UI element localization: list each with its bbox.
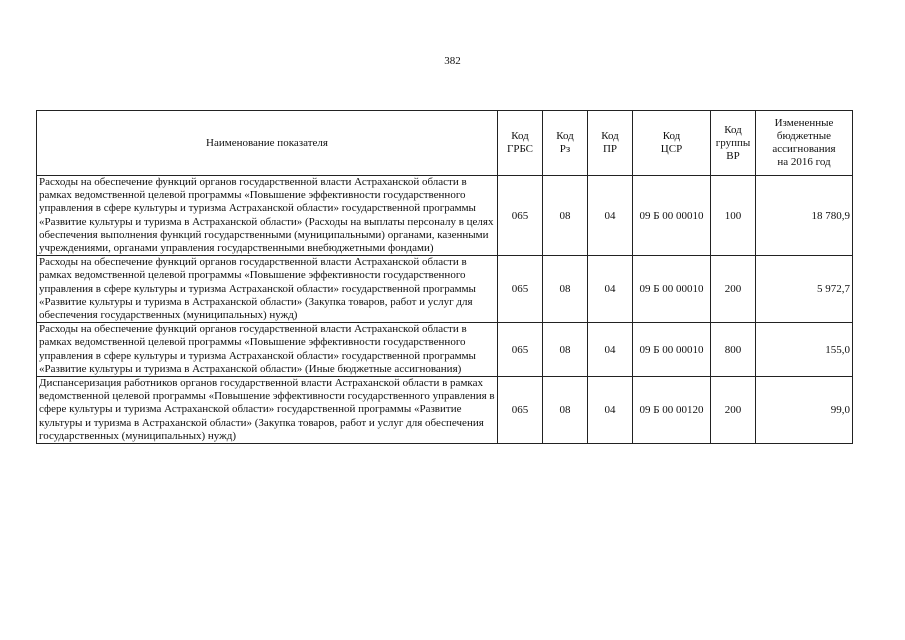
row-name: Расходы на обеспечение функций органов государственной власти Астраханской области в рамках ведомственной целевой программы «Повышение эффективности государственного управления в сфере культуры и туризма Астраханской области» государственной программы «Развитие культуры и туризма в Астраханской области» (Расходы на выплаты персоналу в целях обеспечения выполнения функций государственными (муниципальными) органами, казенными учреждениями, органами управления государственными внебюджетными фондами) — [37, 176, 498, 256]
header-amount-line-2: бюджетные — [776, 130, 832, 142]
row-csr: 09 Б 00 00010 — [633, 323, 711, 377]
row-grbs: 065 — [498, 176, 543, 256]
header-rz-line-1: Код — [556, 130, 574, 142]
header-pr — [588, 111, 633, 176]
row-amount: 99,0 — [756, 377, 853, 444]
table-row — [37, 176, 853, 256]
row-csr: 09 Б 00 00010 — [633, 176, 711, 256]
header-amount-line-3: ассигнования — [772, 143, 836, 155]
row-amount: 18 780,9 — [756, 176, 853, 256]
header-csr — [633, 111, 711, 176]
header-csr-line-1: Код — [662, 130, 681, 142]
header-rz — [543, 111, 588, 176]
row-vr: 800 — [711, 323, 756, 377]
header-rz-line-2: Рз — [559, 143, 571, 155]
header-row — [37, 111, 853, 176]
header-vr-line-1: Код — [724, 123, 742, 136]
row-vr: 200 — [711, 377, 756, 444]
row-csr: 09 Б 00 00010 — [633, 256, 711, 323]
header-csr-line-2: ЦСР — [660, 143, 683, 155]
header-grbs — [498, 111, 543, 176]
row-pr: 04 — [588, 176, 633, 256]
table-row — [37, 377, 853, 444]
budget-table — [36, 110, 853, 444]
header-name-label: Наименование показателя — [206, 136, 328, 149]
row-grbs: 065 — [498, 323, 543, 377]
row-pr: 04 — [588, 377, 633, 444]
page-number: 382 — [444, 55, 461, 67]
header-vr — [711, 111, 756, 176]
table-row — [37, 256, 853, 323]
row-pr: 04 — [588, 323, 633, 377]
header-grbs-line-1: Код — [511, 130, 529, 142]
row-amount: 5 972,7 — [756, 256, 853, 323]
row-vr: 100 — [711, 176, 756, 256]
row-name: Диспансеризация работников органов государственной власти Астраханской области в рамках ведомственной целевой программы «Повышение эффективности государственного управления в сфере культуры и туризма Астраханской области» государственной программы «Развитие культуры и туризма в Астраханской области» (Закупка товаров, работ и услуг для обеспечения государственных (муниципальных) нужд) — [37, 377, 498, 444]
header-vr-line-2: группы — [715, 136, 751, 149]
header-amount-line-1: Измененные — [774, 117, 834, 129]
header-grbs-line-2: ГРБС — [506, 143, 534, 155]
row-grbs: 065 — [498, 377, 543, 444]
row-name: Расходы на обеспечение функций органов государственной власти Астраханской области в рамках ведомственной целевой программы «Повышение эффективности государственного управления в сфере культуры и туризма Астраханской области» государственной программы «Развитие культуры и туризма в Астраханской области» (Закупка товаров, работ и услуг для обеспечения государственных (муниципальных) нужд) — [37, 256, 498, 323]
row-rz: 08 — [543, 176, 588, 256]
header-amount — [756, 111, 853, 176]
header-vr-line-3: ВР — [726, 149, 740, 162]
row-rz: 08 — [543, 377, 588, 444]
header-pr-line-1: Код — [601, 130, 619, 142]
row-csr: 09 Б 00 00120 — [633, 377, 711, 444]
row-grbs: 065 — [498, 256, 543, 323]
row-name: Расходы на обеспечение функций органов государственной власти Астраханской области в рамках ведомственной целевой программы «Повышение эффективности государственного управления в сфере культуры и туризма Астраханской области» государственной программы «Развитие культуры и туризма в Астраханской области» (Иные бюджетные ассигнования) — [37, 323, 498, 377]
header-pr-line-2: ПР — [602, 143, 618, 155]
row-vr: 200 — [711, 256, 756, 323]
row-amount: 155,0 — [756, 323, 853, 377]
header-name — [37, 111, 498, 176]
row-rz: 08 — [543, 256, 588, 323]
row-pr: 04 — [588, 256, 633, 323]
header-amount-line-4: на 2016 год — [777, 156, 831, 168]
table-row — [37, 323, 853, 377]
row-rz: 08 — [543, 323, 588, 377]
